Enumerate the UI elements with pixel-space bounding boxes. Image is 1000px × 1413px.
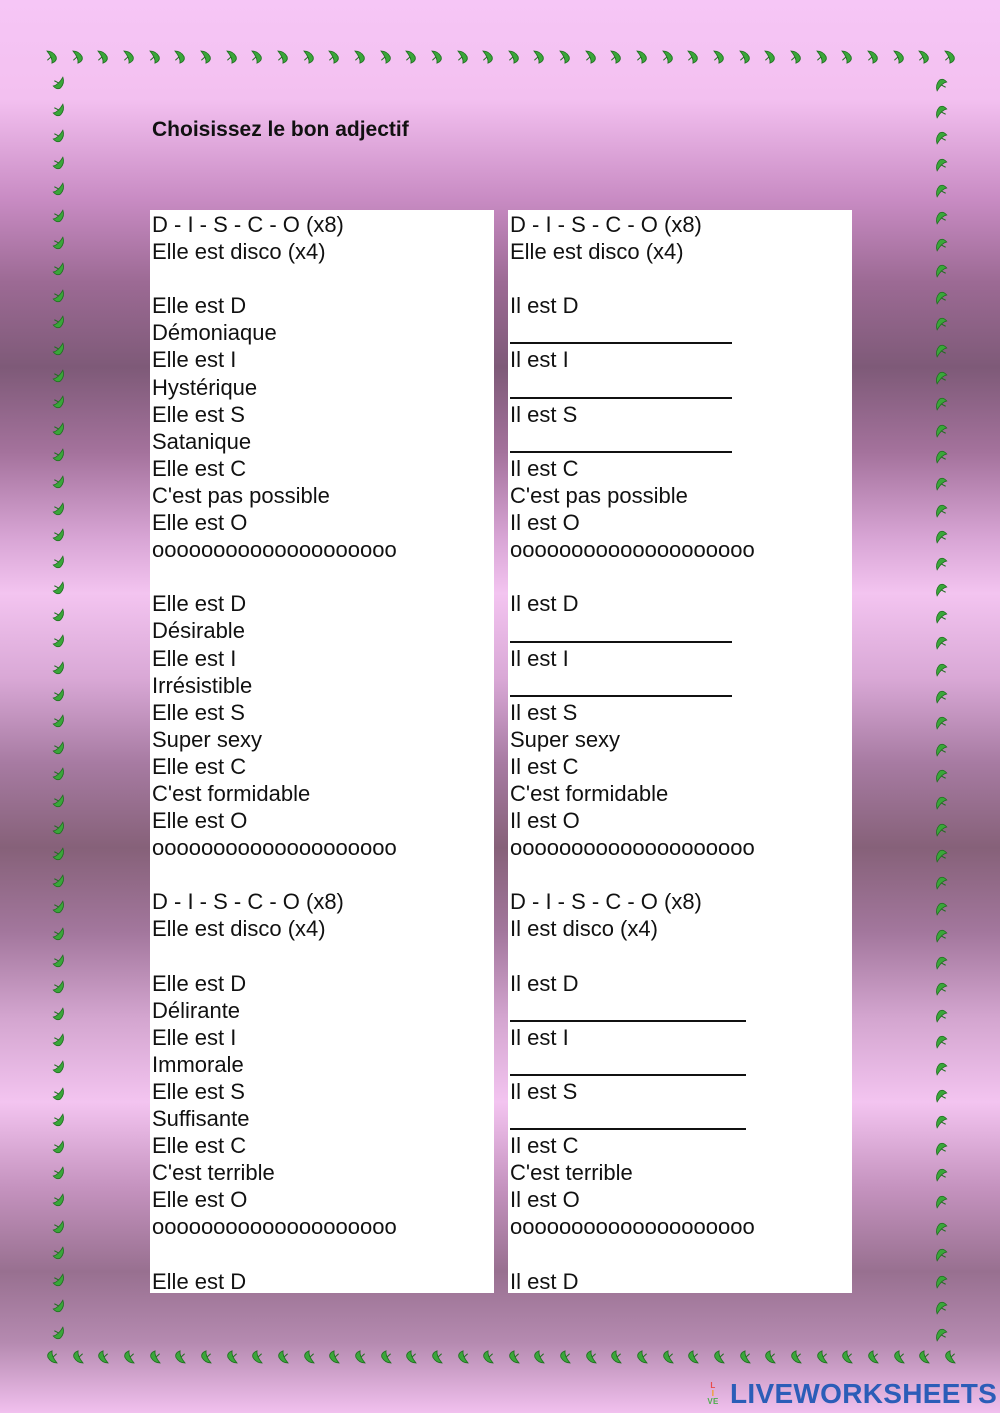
lyric-line: Il est D bbox=[510, 970, 579, 996]
lyric-line: C'est pas possible bbox=[510, 482, 688, 508]
leaf-icon bbox=[933, 448, 949, 464]
lyric-line: Il est S bbox=[510, 401, 578, 427]
answer-blank[interactable] bbox=[508, 428, 852, 455]
leaf-icon bbox=[737, 49, 753, 65]
leaf-icon bbox=[51, 369, 67, 385]
leaf-icon bbox=[933, 209, 949, 225]
lyric-line: Il est S bbox=[510, 1079, 578, 1104]
leaf-icon bbox=[429, 49, 445, 65]
leaf-icon bbox=[480, 49, 496, 65]
leaf-icon bbox=[583, 1349, 599, 1365]
leaf-icon bbox=[933, 767, 949, 783]
leaf-icon bbox=[51, 1140, 67, 1156]
leaf-icon bbox=[933, 369, 949, 385]
lyric-line: Il est O bbox=[510, 510, 580, 536]
answer-underline bbox=[510, 1128, 746, 1130]
leaf-icon bbox=[933, 980, 949, 996]
leaf-icon bbox=[51, 129, 67, 145]
answer-blank[interactable] bbox=[508, 374, 852, 401]
leaf-icon bbox=[51, 1299, 67, 1315]
leaf-icon bbox=[839, 49, 855, 65]
leaf-icon bbox=[352, 1349, 368, 1365]
leaf-icon bbox=[933, 315, 949, 331]
leaf-icon bbox=[865, 1349, 881, 1365]
leaf-icon bbox=[51, 927, 67, 943]
lyric-line: Irrésistible bbox=[152, 672, 253, 698]
leaf-icon bbox=[933, 555, 949, 571]
leaf-icon bbox=[51, 900, 67, 916]
lyric-line: Elle est C bbox=[152, 455, 247, 481]
leaf-icon bbox=[51, 608, 67, 624]
leaf-icon bbox=[557, 1349, 573, 1365]
leaf-icon bbox=[788, 1349, 804, 1365]
leaf-icon bbox=[933, 1193, 949, 1209]
leaf-icon bbox=[506, 49, 522, 65]
leaf-icon bbox=[224, 49, 240, 65]
leaf-icon bbox=[933, 634, 949, 650]
lyric-line: D - I - S - C - O (x8) bbox=[152, 212, 344, 237]
leaf-icon bbox=[378, 1349, 394, 1365]
blank-line bbox=[508, 1241, 852, 1268]
answer-blank[interactable] bbox=[508, 319, 852, 346]
leaf-icon bbox=[531, 49, 547, 65]
leaf-icon bbox=[933, 741, 949, 757]
lyric-line: Elle est D bbox=[152, 1268, 247, 1293]
leaf-icon bbox=[531, 1349, 547, 1365]
lyrics-column-right bbox=[508, 210, 852, 1293]
leaf-icon bbox=[51, 156, 67, 172]
answer-underline bbox=[510, 397, 732, 399]
leaf-icon bbox=[608, 1349, 624, 1365]
leaf-icon bbox=[933, 1007, 949, 1023]
leaf-icon bbox=[557, 49, 573, 65]
leaf-icon bbox=[403, 49, 419, 65]
leaf-icon bbox=[933, 182, 949, 198]
leaf-icon bbox=[147, 49, 163, 65]
leaf-icon bbox=[634, 1349, 650, 1365]
blank-line bbox=[150, 1241, 494, 1268]
leaf-icon bbox=[275, 49, 291, 65]
leaf-icon bbox=[51, 1166, 67, 1182]
border-bottom bbox=[44, 1348, 958, 1366]
leaf-icon bbox=[51, 475, 67, 491]
leaf-icon bbox=[933, 847, 949, 863]
leaf-icon bbox=[51, 1326, 67, 1342]
leaf-icon bbox=[378, 49, 394, 65]
answer-blank[interactable] bbox=[508, 1051, 852, 1078]
leaf-icon bbox=[933, 1033, 949, 1049]
leaf-icon bbox=[711, 49, 727, 65]
lyric-line: Elle est D bbox=[152, 591, 247, 617]
leaf-icon bbox=[933, 129, 949, 145]
border-right bbox=[930, 76, 952, 1342]
leaf-icon bbox=[933, 661, 949, 677]
leaf-icon bbox=[660, 1349, 676, 1365]
leaf-icon bbox=[51, 1033, 67, 1049]
leaf-icon bbox=[172, 49, 188, 65]
logo-text: LIVEWORKSHEETS bbox=[730, 1378, 998, 1409]
lyric-line: Super sexy bbox=[152, 726, 263, 752]
leaf-icon bbox=[51, 767, 67, 783]
leaf-icon bbox=[249, 1349, 265, 1365]
leaf-icon bbox=[660, 49, 676, 65]
leaf-icon bbox=[933, 1113, 949, 1129]
answer-underline bbox=[510, 695, 732, 697]
leaf-icon bbox=[51, 1087, 67, 1103]
lyric-line: Elle est S bbox=[152, 1079, 245, 1104]
leaf-icon bbox=[429, 1349, 445, 1365]
leaf-icon bbox=[711, 1349, 727, 1365]
leaf-icon bbox=[933, 528, 949, 544]
lyric-line: Il est C bbox=[510, 1133, 579, 1159]
lyric-line: C'est formidable bbox=[152, 780, 311, 806]
lyric-line: Elle est S bbox=[152, 401, 245, 427]
leaf-icon bbox=[933, 422, 949, 438]
lyric-line: C'est terrible bbox=[152, 1160, 275, 1186]
leaf-icon bbox=[51, 1273, 67, 1289]
leaf-icon bbox=[933, 1060, 949, 1076]
leaf-icon bbox=[916, 49, 932, 65]
answer-underline bbox=[510, 1020, 746, 1022]
leaf-icon bbox=[51, 555, 67, 571]
leaf-icon bbox=[933, 874, 949, 890]
lyric-line: C'est terrible bbox=[510, 1160, 633, 1186]
leaf-icon bbox=[933, 900, 949, 916]
leaf-icon bbox=[147, 1349, 163, 1365]
leaf-icon bbox=[301, 1349, 317, 1365]
lyric-line: Elle est I bbox=[152, 1024, 237, 1050]
leaf-icon bbox=[933, 1140, 949, 1156]
leaf-icon bbox=[942, 49, 958, 65]
leaf-icon bbox=[933, 1246, 949, 1262]
lyric-line: Satanique bbox=[152, 428, 252, 454]
leaf-icon bbox=[788, 49, 804, 65]
lyric-line: Démoniaque bbox=[152, 320, 277, 346]
lyric-line: Elle est disco (x4) bbox=[152, 916, 326, 942]
lyric-line: C'est formidable bbox=[510, 780, 669, 806]
leaf-icon bbox=[70, 1349, 86, 1365]
answer-underline bbox=[510, 342, 732, 344]
border-top bbox=[44, 48, 958, 66]
lyric-line: Elle est I bbox=[152, 645, 237, 671]
leaf-icon bbox=[172, 1349, 188, 1365]
blank-line bbox=[150, 861, 494, 888]
lyric-line: Elle est O bbox=[152, 1187, 248, 1213]
blank-line bbox=[508, 861, 852, 888]
lyric-line: oooooooooooooooooooo bbox=[152, 1214, 397, 1240]
leaf-icon bbox=[865, 49, 881, 65]
leaf-icon bbox=[634, 49, 650, 65]
leaf-icon bbox=[685, 49, 701, 65]
leaf-icon bbox=[933, 927, 949, 943]
leaf-icon bbox=[933, 1326, 949, 1342]
leaf-icon bbox=[51, 1220, 67, 1236]
leaf-icon bbox=[198, 1349, 214, 1365]
leaf-icon bbox=[198, 49, 214, 65]
leaf-icon bbox=[583, 49, 599, 65]
lyric-line: C'est pas possible bbox=[152, 482, 330, 508]
leaf-icon bbox=[51, 874, 67, 890]
leaf-icon bbox=[51, 954, 67, 970]
leaf-icon bbox=[685, 1349, 701, 1365]
leaf-icon bbox=[51, 502, 67, 518]
lyric-line: Elle est S bbox=[152, 699, 245, 725]
leaf-icon bbox=[51, 741, 67, 757]
lyric-line: oooooooooooooooooooo bbox=[510, 537, 755, 563]
leaf-icon bbox=[249, 49, 265, 65]
leaf-icon bbox=[51, 661, 67, 677]
leaf-icon bbox=[326, 1349, 342, 1365]
lyric-line: Il est D bbox=[510, 293, 579, 319]
leaf-icon bbox=[933, 608, 949, 624]
leaf-icon bbox=[51, 209, 67, 225]
answer-underline bbox=[510, 451, 732, 453]
leaf-icon bbox=[891, 49, 907, 65]
leaf-icon bbox=[51, 315, 67, 331]
lyric-line: Désirable bbox=[152, 618, 245, 644]
lyric-line: oooooooooooooooooooo bbox=[152, 537, 397, 563]
leaf-icon bbox=[933, 395, 949, 411]
leaf-icon bbox=[51, 1246, 67, 1262]
leaf-icon bbox=[933, 103, 949, 119]
leaf-icon bbox=[51, 1007, 67, 1023]
lyric-line: Elle est C bbox=[152, 753, 247, 779]
leaf-icon bbox=[51, 980, 67, 996]
page-title: Choisissez le bon adjectif bbox=[152, 118, 409, 141]
leaf-icon bbox=[455, 1349, 471, 1365]
lyric-line: Elle est O bbox=[152, 510, 248, 536]
lyric-line: D - I - S - C - O (x8) bbox=[152, 889, 344, 915]
leaf-icon bbox=[95, 1349, 111, 1365]
lyric-line: Elle est O bbox=[152, 808, 248, 834]
answer-blank[interactable] bbox=[508, 1105, 852, 1132]
leaf-icon bbox=[403, 1349, 419, 1365]
leaf-icon bbox=[933, 475, 949, 491]
leaf-icon bbox=[933, 262, 949, 278]
leaf-icon bbox=[933, 794, 949, 810]
leaf-icon bbox=[51, 714, 67, 730]
leaf-icon bbox=[933, 289, 949, 305]
leaf-icon bbox=[933, 1087, 949, 1103]
blank-line bbox=[150, 563, 494, 590]
leaf-icon bbox=[933, 688, 949, 704]
leaf-icon bbox=[51, 182, 67, 198]
blank-line bbox=[150, 265, 494, 292]
lyric-line: Elle est disco (x4) bbox=[510, 239, 684, 265]
blank-line bbox=[508, 265, 852, 292]
lyric-line: Hystérique bbox=[152, 374, 258, 400]
leaf-icon bbox=[933, 156, 949, 172]
leaf-icon bbox=[275, 1349, 291, 1365]
leaf-icon bbox=[51, 1113, 67, 1129]
leaf-icon bbox=[51, 688, 67, 704]
leaf-icon bbox=[933, 76, 949, 92]
lyric-line: Il est disco (x4) bbox=[510, 916, 658, 942]
leaf-icon bbox=[916, 1349, 932, 1365]
lyric-line: Il est O bbox=[510, 808, 580, 834]
leaf-icon bbox=[301, 49, 317, 65]
lyric-line: Elle est C bbox=[152, 1133, 247, 1159]
lyric-line: Il est C bbox=[510, 753, 579, 779]
leaf-icon bbox=[933, 954, 949, 970]
lyrics-column-left bbox=[150, 210, 494, 1293]
leaf-icon bbox=[933, 714, 949, 730]
lyric-line: Super sexy bbox=[510, 726, 621, 752]
answer-blank[interactable] bbox=[508, 617, 852, 644]
lyric-line: Elle est I bbox=[152, 347, 237, 373]
leaf-icon bbox=[224, 1349, 240, 1365]
lyric-line: D - I - S - C - O (x8) bbox=[510, 889, 702, 915]
leaf-icon bbox=[352, 49, 368, 65]
lyric-line: D - I - S - C - O (x8) bbox=[510, 212, 702, 237]
lyric-line: Il est D bbox=[510, 1268, 579, 1293]
lyric-line: Il est D bbox=[510, 591, 579, 617]
leaf-icon bbox=[44, 1349, 60, 1365]
leaf-icon bbox=[51, 581, 67, 597]
liveworksheets-logo bbox=[700, 1378, 997, 1410]
leaf-icon bbox=[51, 634, 67, 650]
lyric-line: Il est O bbox=[510, 1187, 580, 1213]
leaf-icon bbox=[51, 422, 67, 438]
leaf-icon bbox=[51, 395, 67, 411]
leaf-icon bbox=[933, 1166, 949, 1182]
leaf-icon bbox=[121, 49, 137, 65]
leaf-icon bbox=[933, 821, 949, 837]
leaf-icon bbox=[737, 1349, 753, 1365]
leaf-icon bbox=[455, 49, 471, 65]
lyric-line: Suffisante bbox=[152, 1106, 250, 1132]
answer-underline bbox=[510, 1074, 746, 1076]
leaf-icon bbox=[933, 1273, 949, 1289]
lyric-line: Elle est D bbox=[152, 970, 247, 996]
leaf-icon bbox=[51, 236, 67, 252]
lyric-line: Délirante bbox=[152, 997, 241, 1023]
lyric-line: Elle est disco (x4) bbox=[152, 239, 326, 265]
blank-line bbox=[150, 943, 494, 970]
leaf-icon bbox=[762, 49, 778, 65]
leaf-icon bbox=[891, 1349, 907, 1365]
leaf-icon bbox=[51, 342, 67, 358]
leaf-icon bbox=[51, 821, 67, 837]
lyric-line: Il est C bbox=[510, 455, 579, 481]
lyric-line: Il est I bbox=[510, 645, 569, 671]
lyric-line: oooooooooooooooooooo bbox=[510, 1214, 755, 1240]
blank-line bbox=[508, 563, 852, 590]
leaf-icon bbox=[814, 1349, 830, 1365]
leaf-icon bbox=[933, 1220, 949, 1236]
leaf-icon bbox=[814, 49, 830, 65]
leaf-icon bbox=[51, 1060, 67, 1076]
leaf-icon bbox=[51, 1193, 67, 1209]
leaf-icon bbox=[326, 49, 342, 65]
leaf-icon bbox=[933, 1299, 949, 1315]
leaf-icon bbox=[51, 847, 67, 863]
leaf-icon bbox=[44, 49, 60, 65]
leaf-icon bbox=[933, 502, 949, 518]
leaf-icon bbox=[51, 528, 67, 544]
logo-badge-icon: L I VE bbox=[707, 1381, 719, 1406]
lyric-line: Il est I bbox=[510, 1024, 569, 1050]
blank-line bbox=[508, 943, 852, 970]
leaf-icon bbox=[762, 1349, 778, 1365]
leaf-icon bbox=[51, 262, 67, 278]
leaf-icon bbox=[933, 581, 949, 597]
leaf-icon bbox=[70, 49, 86, 65]
leaf-icon bbox=[51, 289, 67, 305]
leaf-icon bbox=[95, 49, 111, 65]
leaf-icon bbox=[933, 236, 949, 252]
leaf-icon bbox=[51, 76, 67, 92]
lyric-line: Immorale bbox=[152, 1051, 244, 1077]
leaf-icon bbox=[506, 1349, 522, 1365]
lyric-line: Il est S bbox=[510, 699, 578, 725]
leaf-icon bbox=[121, 1349, 137, 1365]
answer-blank[interactable] bbox=[508, 997, 852, 1024]
leaf-icon bbox=[839, 1349, 855, 1365]
lyric-line: Elle est D bbox=[152, 293, 247, 319]
answer-underline bbox=[510, 641, 732, 643]
leaf-icon bbox=[608, 49, 624, 65]
leaf-icon bbox=[942, 1349, 958, 1365]
lyric-line: oooooooooooooooooooo bbox=[510, 835, 755, 861]
answer-blank[interactable] bbox=[508, 672, 852, 699]
leaf-icon bbox=[51, 448, 67, 464]
leaf-icon bbox=[51, 794, 67, 810]
border-left bbox=[48, 76, 70, 1342]
leaf-icon bbox=[933, 342, 949, 358]
leaf-icon bbox=[51, 103, 67, 119]
leaf-icon bbox=[480, 1349, 496, 1365]
lyric-line: oooooooooooooooooooo bbox=[152, 835, 397, 861]
lyric-line: Il est I bbox=[510, 347, 569, 373]
